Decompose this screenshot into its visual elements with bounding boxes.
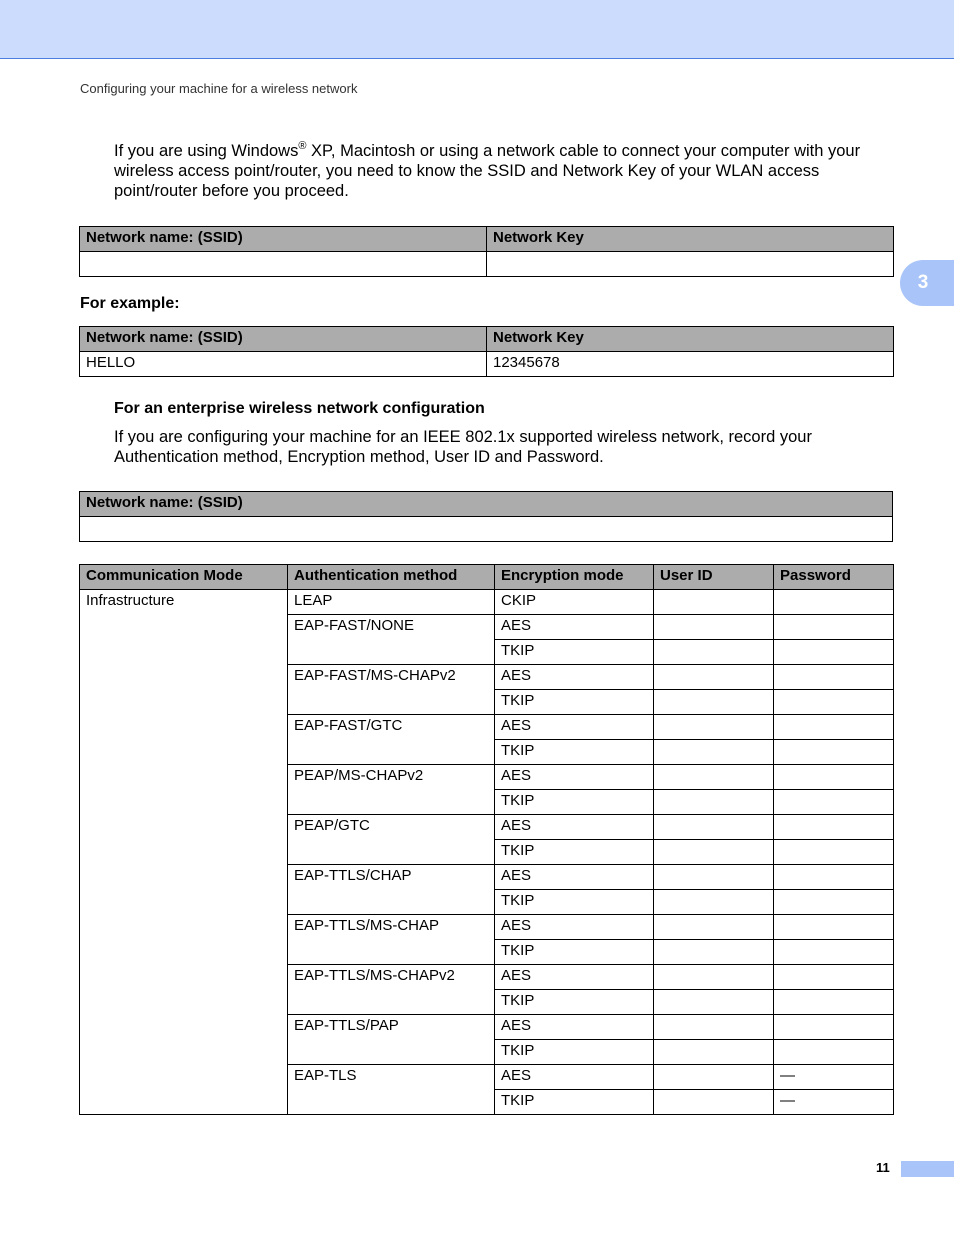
user-id-cell[interactable] <box>654 840 774 865</box>
enterprise-text: If you are configuring your machine for an IEEE 802.1x supported wireless network, record your Authentication method, Encryption method, User ID and Password. <box>114 428 812 466</box>
user-id-cell[interactable] <box>654 990 774 1015</box>
encryption-cell: TKIP <box>495 940 654 965</box>
page-number: 11 <box>876 1160 890 1175</box>
table-header-row <box>80 227 894 252</box>
auth-method-cell: PEAP/GTC <box>288 815 495 865</box>
password-cell[interactable] <box>774 615 894 640</box>
encryption-cell: TKIP <box>495 640 654 665</box>
table-header-row <box>80 492 893 517</box>
auth-method-cell: EAP-TTLS/MS-CHAP <box>288 915 495 965</box>
password-cell[interactable] <box>774 790 894 815</box>
auth-method-cell: EAP-TTLS/PAP <box>288 1015 495 1065</box>
user-id-cell[interactable] <box>654 640 774 665</box>
encryption-cell: AES <box>495 1015 654 1040</box>
user-id-cell[interactable] <box>654 615 774 640</box>
password-cell[interactable] <box>774 865 894 890</box>
password-cell[interactable] <box>774 765 894 790</box>
user-id-cell[interactable] <box>654 590 774 615</box>
encryption-cell: TKIP <box>495 690 654 715</box>
encryption-cell: TKIP <box>495 990 654 1015</box>
ssid-key-table <box>79 226 894 277</box>
encryption-cell: CKIP <box>495 590 654 615</box>
auth-method-cell: EAP-FAST/NONE <box>288 615 495 665</box>
chapter-tab: 3 <box>900 260 954 306</box>
table-row <box>80 252 894 277</box>
table-row <box>80 517 893 542</box>
registered-mark: ® <box>298 140 307 152</box>
encryption-cell: AES <box>495 965 654 990</box>
user-id-cell[interactable] <box>654 940 774 965</box>
password-cell[interactable]: — <box>774 1090 894 1115</box>
password-cell[interactable] <box>774 740 894 765</box>
auth-table-body <box>80 590 894 1115</box>
encryption-cell: AES <box>495 665 654 690</box>
encryption-header: Encryption mode <box>495 565 654 590</box>
password-cell[interactable] <box>774 940 894 965</box>
auth-method-cell: EAP-FAST/MS-CHAPv2 <box>288 665 495 715</box>
for-example-label: For example: <box>80 295 180 312</box>
auth-method-cell: EAP-TTLS/MS-CHAPv2 <box>288 965 495 1015</box>
table-row <box>80 352 894 377</box>
encryption-cell: AES <box>495 1065 654 1090</box>
password-cell[interactable] <box>774 1015 894 1040</box>
enterprise-heading: For an enterprise wireless network configuration <box>114 400 485 417</box>
password-cell[interactable] <box>774 590 894 615</box>
encryption-cell: TKIP <box>495 740 654 765</box>
ssid-header: Network name: (SSID) <box>80 227 487 252</box>
ssid-cell[interactable] <box>80 252 487 277</box>
user-id-cell[interactable] <box>654 1040 774 1065</box>
intro-text-start: If you are using Windows <box>114 142 299 160</box>
example-key: 12345678 <box>487 352 894 377</box>
network-key-header: Network Key <box>487 227 894 252</box>
encryption-cell: TKIP <box>495 890 654 915</box>
user-id-cell[interactable] <box>654 715 774 740</box>
table-header-row <box>80 565 894 590</box>
encryption-cell: AES <box>495 815 654 840</box>
user-id-cell[interactable] <box>654 1090 774 1115</box>
user-id-cell[interactable] <box>654 665 774 690</box>
example-ssid: HELLO <box>80 352 487 377</box>
encryption-cell: TKIP <box>495 790 654 815</box>
user-id-cell[interactable] <box>654 690 774 715</box>
network-key-header: Network Key <box>487 327 894 352</box>
user-id-cell[interactable] <box>654 965 774 990</box>
auth-table <box>79 564 894 1115</box>
password-cell[interactable] <box>774 1040 894 1065</box>
communication-mode-cell: Infrastructure <box>80 590 288 1115</box>
password-cell[interactable] <box>774 965 894 990</box>
encryption-cell: AES <box>495 715 654 740</box>
password-cell[interactable] <box>774 990 894 1015</box>
intro-paragraph <box>114 141 904 201</box>
table-header-row <box>80 327 894 352</box>
page-tab <box>901 1161 954 1177</box>
password-cell[interactable] <box>774 915 894 940</box>
example-table <box>79 326 894 377</box>
password-cell[interactable] <box>774 815 894 840</box>
header-band <box>0 0 954 59</box>
intro-text-rest: XP, Macintosh or using a network cable to connect your computer with your wireless access point/router, you need to know the SSID and Network Key of your WLAN access point/router before you proceed. <box>114 142 861 200</box>
password-cell[interactable] <box>774 890 894 915</box>
encryption-cell: AES <box>495 765 654 790</box>
mode-header: Communication Mode <box>80 565 288 590</box>
password-cell[interactable] <box>774 840 894 865</box>
auth-method-cell: PEAP/MS-CHAPv2 <box>288 765 495 815</box>
ssid-header: Network name: (SSID) <box>80 327 487 352</box>
user-id-cell[interactable] <box>654 890 774 915</box>
auth-method-header: Authentication method <box>288 565 495 590</box>
password-cell[interactable] <box>774 665 894 690</box>
enterprise-ssid-table <box>79 491 893 542</box>
auth-method-cell: EAP-TLS <box>288 1065 495 1115</box>
password-cell[interactable] <box>774 715 894 740</box>
encryption-cell: TKIP <box>495 1090 654 1115</box>
auth-method-cell: EAP-TTLS/CHAP <box>288 865 495 915</box>
table-row <box>80 590 894 615</box>
encryption-cell: TKIP <box>495 840 654 865</box>
password-cell[interactable]: — <box>774 1065 894 1090</box>
user-id-cell[interactable] <box>654 865 774 890</box>
user-id-cell[interactable] <box>654 1015 774 1040</box>
user-id-cell[interactable] <box>654 915 774 940</box>
user-id-cell[interactable] <box>654 765 774 790</box>
password-cell[interactable] <box>774 690 894 715</box>
ssid-cell[interactable] <box>80 517 893 542</box>
encryption-cell: TKIP <box>495 1040 654 1065</box>
auth-method-cell: LEAP <box>288 590 495 615</box>
ssid-header: Network name: (SSID) <box>80 492 893 517</box>
password-cell[interactable] <box>774 640 894 665</box>
user-id-cell[interactable] <box>654 815 774 840</box>
password-header: Password <box>774 565 894 590</box>
network-key-cell[interactable] <box>487 252 894 277</box>
running-head: Configuring your machine for a wireless network <box>80 81 358 96</box>
encryption-cell: AES <box>495 615 654 640</box>
user-id-cell[interactable] <box>654 1065 774 1090</box>
user-id-cell[interactable] <box>654 740 774 765</box>
auth-method-cell: EAP-FAST/GTC <box>288 715 495 765</box>
encryption-cell: AES <box>495 865 654 890</box>
encryption-cell: AES <box>495 915 654 940</box>
user-id-cell[interactable] <box>654 790 774 815</box>
user-id-header: User ID <box>654 565 774 590</box>
